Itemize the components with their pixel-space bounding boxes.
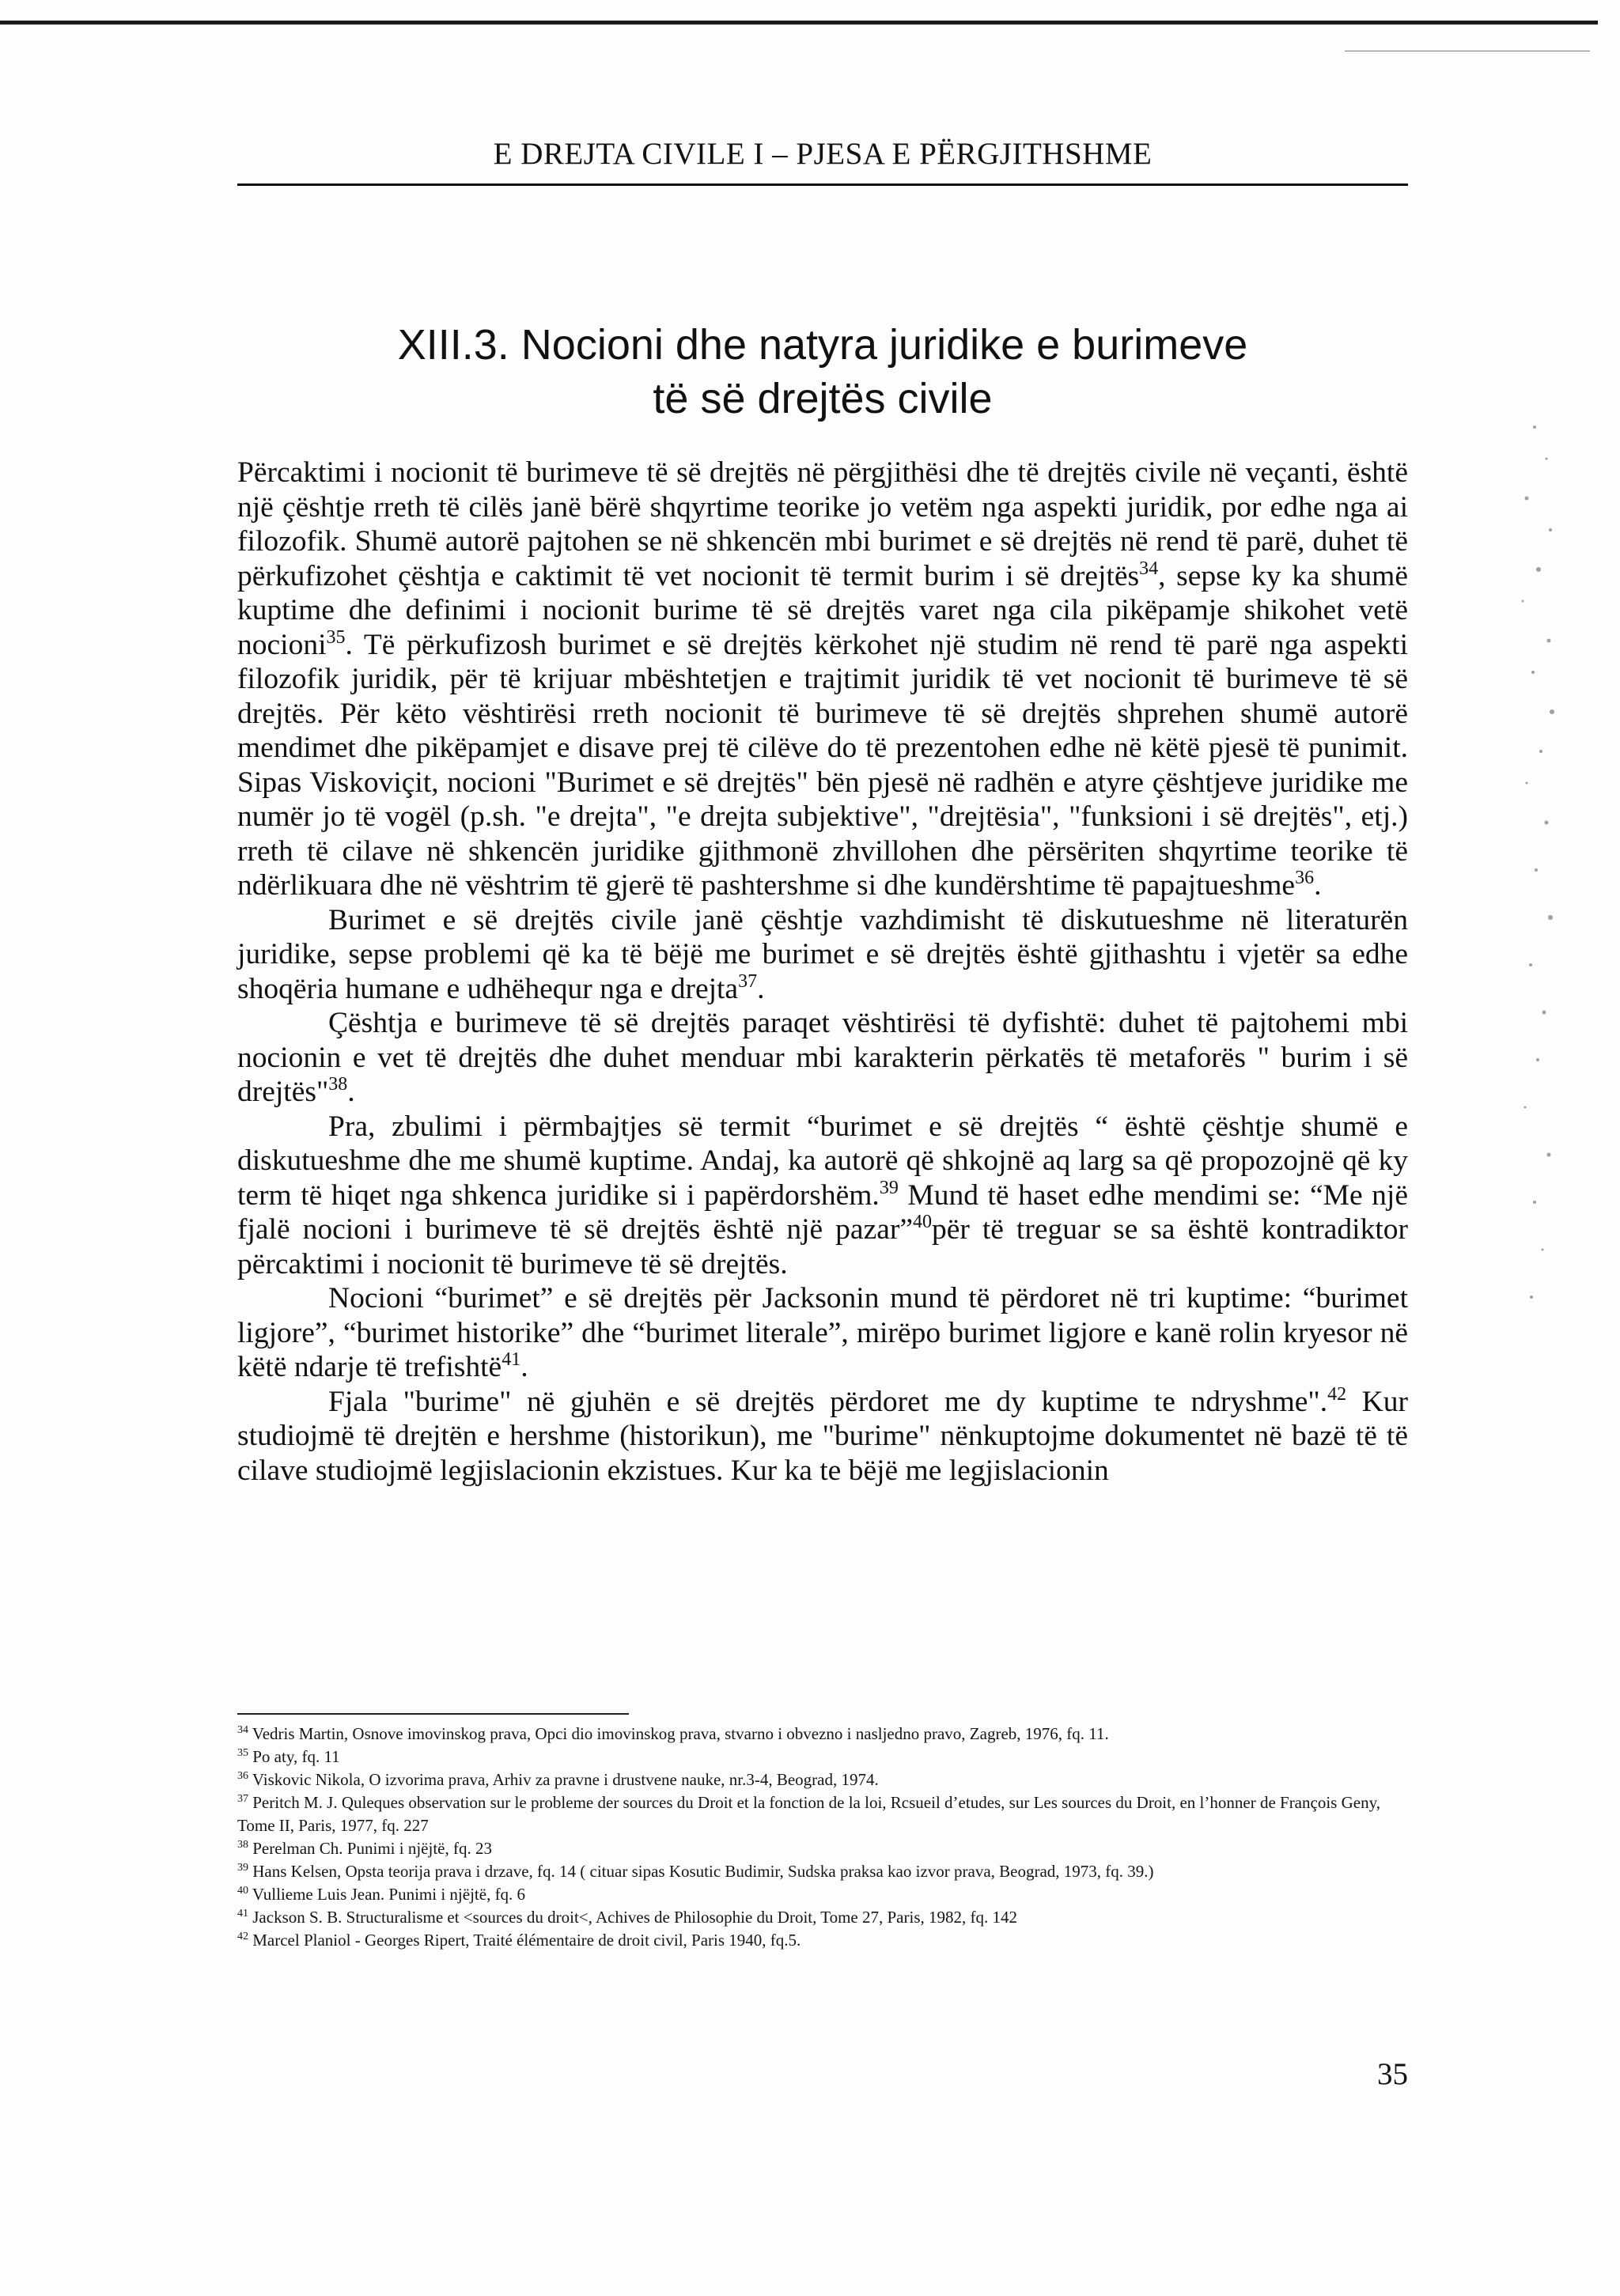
footnote-number: 36 <box>237 1770 248 1782</box>
footnote <box>237 1929 1408 1952</box>
running-head-rule <box>237 183 1408 186</box>
footnote-number: 37 <box>237 1793 248 1805</box>
paragraph-text: Burimet e së drejtës civile janë çështje vazhdimisht të diskutueshme në literaturën juridike, sepse problemi që ka të bëjë me burimet e së drejtës është gjithashtu i vjetër sa edhe shoqëria humane e udhëhequr nga e drejta <box>237 903 1408 1005</box>
body-paragraph <box>237 456 1408 903</box>
footnote <box>237 1723 1408 1746</box>
footnote-ref: 38 <box>328 1074 348 1095</box>
footnote-text: Viskovic Nikola, O izvorima prava, Arhiv za pravne i drustvene nauke, nr.3-4, Beograd, 1974. <box>248 1770 879 1789</box>
footnote-text: Vulliemе Luis Jean. Punimi i njëjtë, fq. 6 <box>248 1885 526 1904</box>
footnote-text: Jackson S. B. Structuralisme et <sources du droit<, Achives de Philosophie du Droit, Tome 27, Paris, 1982, fq. 142 <box>248 1908 1017 1927</box>
footnote <box>237 1883 1408 1906</box>
footnote-ref: 34 <box>1139 558 1159 579</box>
footnote-ref: 41 <box>502 1349 521 1370</box>
paragraph-text: , sepse ky ka shumë kuptime dhe definimi i nocionit burime të së drejtës varet nga cila pikëpamje shikohet vetë nocioni <box>237 559 1408 661</box>
paragraph-text: për të treguar se sa është kontradiktor përcaktimi i nocionit të burimeve të së drejtës. <box>237 1213 1408 1280</box>
footnote-text: Vedris Martin, Osnove imovinskog prava, Opci dio imovinskog prava, stvarno i obvezno i nasljedno pravo, Zagreb, 1976, fq. 11. <box>248 1724 1109 1743</box>
running-head: E DREJTA CIVILE I – PJESA E PËRGJITHSHME <box>493 137 1153 171</box>
footnote-number: 39 <box>237 1862 248 1874</box>
footnote-text: Marcel Planiol - Georges Ripert, Traité élémentaire de droit civil, Paris 1940, fq.5. <box>248 1931 801 1950</box>
footnote <box>237 1837 1408 1860</box>
body-paragraph <box>237 1006 1408 1110</box>
paragraph-text: Përcaktimi i nocionit të burimeve të së drejtës në përgjithësi dhe të drejtës civile në veçanti, është një çështje rreth të cilës janë bërë shqyrtime teorike jo vetëm nga aspekti juridik, por edhe nga ai filozofik. Shumë autorë pajtohen se në shkencën mbi burimet e së drejtës në rend të parë, duhet të përkufizohet çështja e caktimit të vet nocionit të termit burim i së drejtës <box>237 456 1408 592</box>
body-paragraph <box>237 1385 1408 1488</box>
paragraph-text: . <box>757 972 765 1005</box>
top-scan-rule <box>0 21 1598 25</box>
footnote <box>237 1791 1408 1837</box>
footnote-number: 40 <box>237 1885 248 1897</box>
footnotes <box>237 1723 1408 1952</box>
paragraph-text: Kur studiojmë të drejtën e hershme (historikun), me "burime" nënkuptojme dokumentet në bazë të të cilave studiojmë legjislacionin ekzistues. Kur ka te bëjë me legjislacionin <box>237 1385 1408 1487</box>
paragraph-text: Pra, zbulimi i përmbajtjes së termit “burimet e së drejtës “ është çështje shumë e diskutueshme dhe me shumë kuptime. Andaj, ka autorë që shkojnë aq larg sa që propozojnë që ky term të hiqet nga shkenca juridike si i papërdorshëm. <box>237 1110 1408 1212</box>
chapter-title <box>237 318 1408 426</box>
body-paragraph <box>237 903 1408 1007</box>
body-text <box>237 456 1408 1488</box>
footnote-number: 34 <box>237 1724 248 1736</box>
footnote-ref: 42 <box>1327 1383 1347 1405</box>
footnote-ref: 36 <box>1295 868 1315 888</box>
footnote-ref: 40 <box>913 1212 932 1232</box>
chapter-title-line-2: të së drejtës civile <box>653 375 993 423</box>
footnote-text: Perelman Ch. Punimi i njëjtë, fq. 23 <box>248 1839 492 1858</box>
body-paragraph <box>237 1281 1408 1385</box>
footnote-number: 38 <box>237 1839 248 1851</box>
footnote <box>237 1746 1408 1768</box>
scan-noise-decoration <box>1503 411 1574 1321</box>
footnote-ref: 39 <box>879 1177 899 1198</box>
page-number: 35 <box>1377 2057 1408 2091</box>
paragraph-text: Mund të haset edhe mendimi se: “Me një fjalë nocioni i burimeve të së drejtës është një pazar” <box>237 1178 1408 1246</box>
paragraph-text: . <box>520 1351 528 1383</box>
footnote-text: Po aty, fq. 11 <box>248 1747 340 1766</box>
body-paragraph <box>237 1110 1408 1282</box>
footnote <box>237 1768 1408 1791</box>
footnote-number: 42 <box>237 1931 248 1942</box>
footnote-separator <box>237 1713 629 1715</box>
footnote-ref: 35 <box>326 626 346 648</box>
paragraph-text: Çështja e burimeve të së drejtës paraqet vështirësi të dyfishtë: duhet të pajtohemi mbi nocionin e vet të drejtës dhe duhet menduar mbi karakterin përkatës të metaforës " burim i së drejtës" <box>237 1007 1408 1108</box>
paragraph-text: Nocioni “burimet” e së drejtës për Jacksonin mund të përdoret në tri kuptime: “burimet ligjore”, “burimet historike” dhe “burimet literale”, mirëpo burimet ligjore e kanë rolin kryesor në këtë ndarje të trefishtë <box>237 1282 1408 1383</box>
footnote-text: Hans Kelsen, Opsta teorija prava i drzave, fq. 14 ( cituar sipas Kosutic Budimir, Sudska praksa kao izvor prava, Beograd, 1973, fq. 39.) <box>248 1862 1154 1881</box>
paragraph-text: Fjala "burime" në gjuhën e së drejtës përdoret me dy kuptime te ndryshme". <box>328 1385 1328 1418</box>
paragraph-text: . <box>1314 869 1322 902</box>
footnote <box>237 1906 1408 1929</box>
paragraph-text: . Të përkufizosh burimet e së drejtës kërkohet një studim në rend të parë nga aspekti filozofik juridik, për të krijuar mbështetjen e trajtimit juridik të vet nocionit të burimeve të së drejtës. Për këto vështirësi rreth nocionit të burimeve të së drejtës shprehen shumë autorë mendimet dhe pikëpamjet e disave prej të cilëve do të prezentohen edhe në këtë pjesë të punimit. Sipas Viskoviçit, nocioni "Burimet e së drejtës" bën pjesë në radhën e atyre çështjeve juridike me numër jo të vogël (p.sh. "e drejta", "e drejta subjektive", "drejtësia", "funksioni i së drejtës", etj.) rreth të cilave në shkencën juridike gjithmonë zhvillohen dhe përsëriten shqyrtime teorike të ndërlikuara dhe në vështrim të gjerë të pashtershme si dhe kundërshtime të papajtueshme <box>237 628 1408 902</box>
footnote-text: Peritch M. J. Quleques observation sur le probleme der sources du Droit et la fonction de la loi, Rcsueil d’etudes, sur Les sources du Droit, en l’honner de François Geny, Tome II, Paris, 1977, fq. 227 <box>237 1793 1380 1835</box>
footnote-number: 35 <box>237 1747 248 1759</box>
chapter-title-line-1: XIII.3. Nocioni dhe natyra juridike e burimeve <box>397 321 1248 369</box>
paragraph-text: . <box>347 1076 355 1108</box>
footnote-ref: 37 <box>738 970 758 992</box>
footnote <box>237 1860 1408 1883</box>
footnote-number: 41 <box>237 1908 248 1920</box>
